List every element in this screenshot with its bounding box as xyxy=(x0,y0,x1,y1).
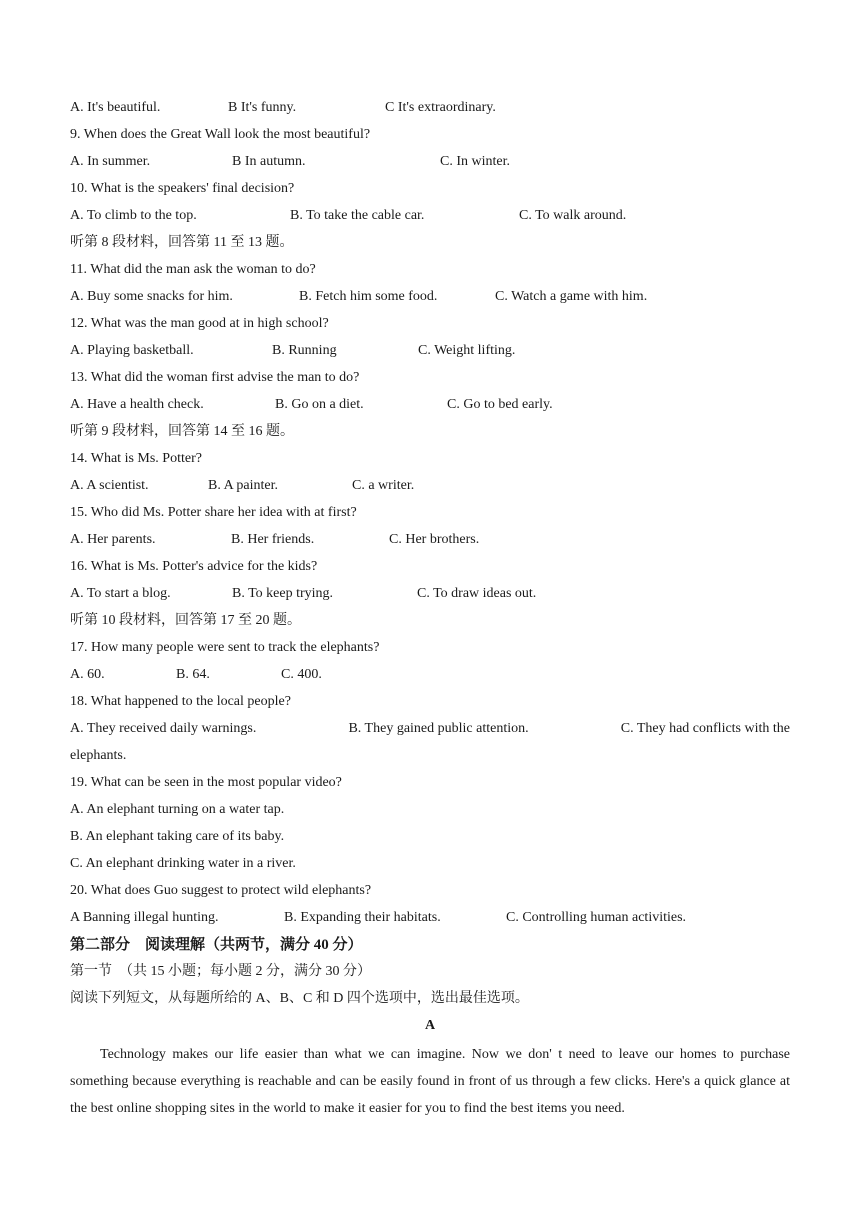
question-17: 17. How many people were sent to track the elephants? xyxy=(70,640,380,655)
q9-option-b: B In autumn. xyxy=(232,154,306,169)
question-13: 13. What did the woman first advise the man to do? xyxy=(70,370,360,385)
q11-option-c: C. Watch a game with him. xyxy=(495,289,648,304)
question-20: 20. What does Guo suggest to protect wild elephants? xyxy=(70,883,372,898)
q16-option-b: B. To keep trying. xyxy=(232,586,334,601)
q8-option-b: B It's funny. xyxy=(228,100,297,115)
question-16: 16. What is Ms. Potter's advice for the kids? xyxy=(70,559,318,574)
section-9-instruction: 听第 9 段材料，回答第 14 至 16 题。 xyxy=(70,424,294,439)
q20-option-c: C. Controlling human activities. xyxy=(506,910,687,925)
q20-option-a: A Banning illegal hunting. xyxy=(70,910,219,925)
q9-option-a: A. In summer. xyxy=(70,154,151,169)
q18-option-a: A. They received daily warnings. xyxy=(70,721,257,736)
q8-option-c: C It's extraordinary. xyxy=(385,100,496,115)
q16-option-a: A. To start a blog. xyxy=(70,586,171,601)
part-2-title: 第二部分 阅读理解（共两节，满分 40 分） xyxy=(70,937,363,953)
q16-option-c: C. To draw ideas out. xyxy=(417,586,537,601)
q19-option-b: B. An elephant taking care of its baby. xyxy=(70,829,285,844)
q15-option-a: A. Her parents. xyxy=(70,532,156,547)
question-11: 11. What did the man ask the woman to do? xyxy=(70,262,316,277)
q19-option-c: C. An elephant drinking water in a river. xyxy=(70,856,296,871)
q11-option-a: A. Buy some snacks for him. xyxy=(70,289,233,304)
q13-option-a: A. Have a health check. xyxy=(70,397,204,412)
part-2-section-1: 第一节 （共 15 小题；每小题 2 分，满分 30 分） xyxy=(70,964,371,979)
q13-option-c: C. Go to bed early. xyxy=(447,397,553,412)
passage-paragraph: Technology makes our life easier than what we can imagine. Now we don' t need to leave our homes to purchase something because everything is reachable and can be easily found in front of us through a few clicks. Here's a quick glance at the best online shopping sites in the world to make it easier for you to find the best items you need. xyxy=(70,1047,790,1116)
question-9: 9. When does the Great Wall look the most beautiful? xyxy=(70,127,371,142)
q18-option-b: B. They gained public attention. xyxy=(348,721,529,736)
q14-option-b: B. A painter. xyxy=(208,478,278,493)
q11-option-b: B. Fetch him some food. xyxy=(299,289,438,304)
q19-option-a: A. An elephant turning on a water tap. xyxy=(70,802,285,817)
q12-option-a: A. Playing basketball. xyxy=(70,343,194,358)
q10-option-c: C. To walk around. xyxy=(519,208,627,223)
q13-option-b: B. Go on a diet. xyxy=(275,397,364,412)
q18-option-c-continued: elephants. xyxy=(70,748,127,763)
part-2-instruction: 阅读下列短文，从每题所给的 A、B、C 和 D 四个选项中，选出最佳选项。 xyxy=(70,991,529,1006)
q8-option-a: A. It's beautiful. xyxy=(70,100,161,115)
q10-option-a: A. To climb to the top. xyxy=(70,208,197,223)
section-8-instruction: 听第 8 段材料，回答第 11 至 13 题。 xyxy=(70,235,294,250)
question-18: 18. What happened to the local people? xyxy=(70,694,291,709)
question-14: 14. What is Ms. Potter? xyxy=(70,451,202,466)
passage-label: A xyxy=(424,1018,436,1033)
q15-option-c: C. Her brothers. xyxy=(389,532,480,547)
section-10-instruction: 听第 10 段材料，回答第 17 至 20 题。 xyxy=(70,613,301,628)
q18-options-row xyxy=(70,719,790,739)
q12-option-b: B. Running xyxy=(272,343,337,358)
q10-option-b: B. To take the cable car. xyxy=(290,208,425,223)
question-10: 10. What is the speakers' final decision? xyxy=(70,181,295,196)
q14-option-a: A. A scientist. xyxy=(70,478,149,493)
q20-option-b: B. Expanding their habitats. xyxy=(284,910,441,925)
q12-option-c: C. Weight lifting. xyxy=(418,343,516,358)
question-19: 19. What can be seen in the most popular video? xyxy=(70,775,342,790)
question-15: 15. Who did Ms. Potter share her idea with at first? xyxy=(70,505,357,520)
q17-option-b: B. 64. xyxy=(176,667,210,682)
q17-option-a: A. 60. xyxy=(70,667,105,682)
q14-option-c: C. a writer. xyxy=(352,478,415,493)
question-12: 12. What was the man good at in high school? xyxy=(70,316,329,331)
q15-option-b: B. Her friends. xyxy=(231,532,315,547)
q17-option-c: C. 400. xyxy=(281,667,322,682)
q18-option-c: C. They had conflicts with the xyxy=(620,721,790,736)
q9-option-c: C. In winter. xyxy=(440,154,510,169)
